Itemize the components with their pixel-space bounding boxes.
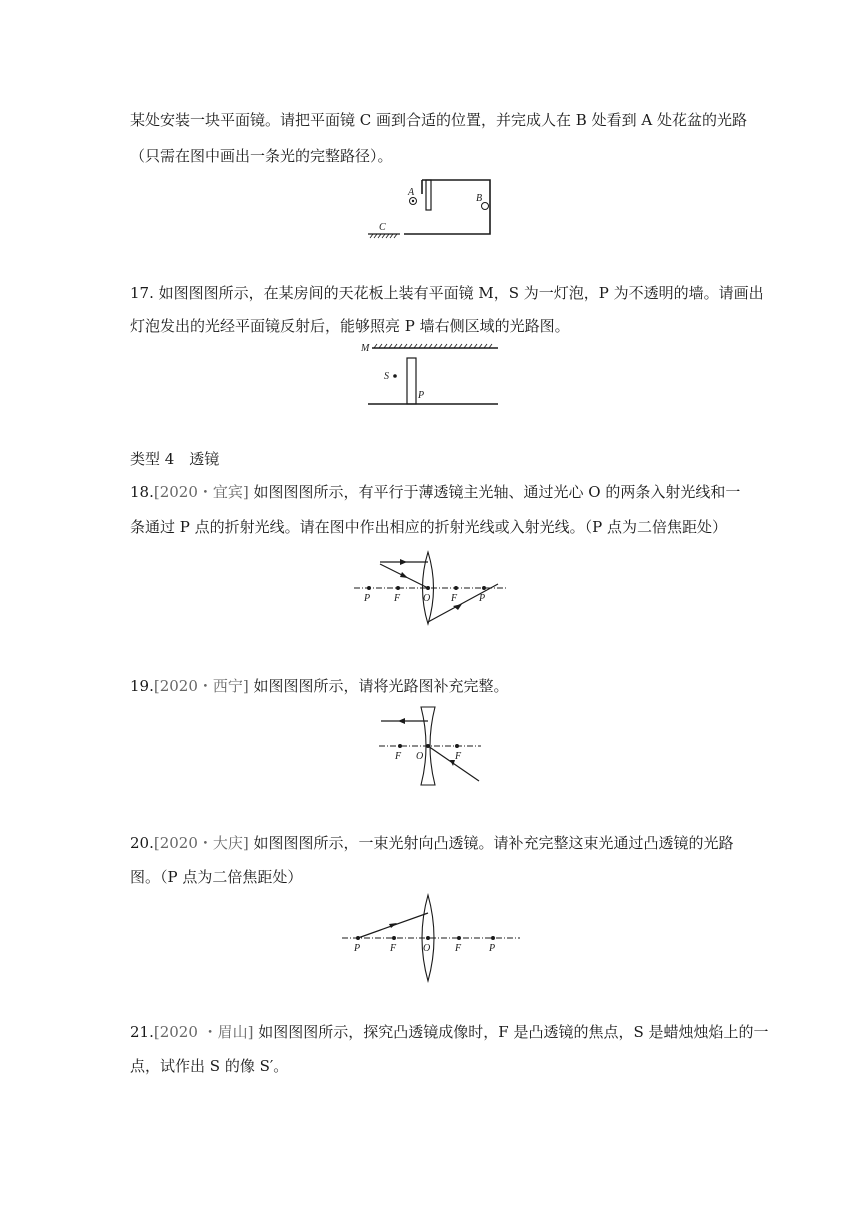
q19-number: 19.: [130, 677, 154, 695]
q16-label-b: B: [476, 193, 483, 204]
q17-label-m: M: [361, 343, 370, 354]
q19-text: [130, 676, 735, 696]
q18-label-f-left: F: [394, 593, 401, 604]
q20-label-f-right: F: [455, 943, 462, 954]
q18-figure: [350, 550, 510, 630]
q20-label-p-right: P: [489, 943, 496, 954]
q18-stem: 如图图图所示，有平行于薄透镜主光轴、通过光心 O 的两条入射光线和一: [253, 483, 741, 501]
q16-text-line1: 某处安装一块平面镜。请把平面镜 C 画到合适的位置，并完成人在 B 处看到 A 处花盆的光路: [130, 111, 747, 129]
q20-text-line2: 图。（P 点为二倍焦距处）: [130, 868, 303, 886]
q20-label-o: O: [423, 943, 431, 954]
q20-number: 20.: [130, 834, 154, 852]
q17-text-line2: 灯泡发出的光经平面镜反射后，能够照亮 P 墙右侧区域的光路图。: [130, 317, 570, 335]
q21-text-line1: [130, 1022, 769, 1042]
q16-label-c: C: [379, 222, 386, 233]
section-heading: 类型 4 透镜: [130, 450, 220, 468]
q20-label-p-left: P: [354, 943, 361, 954]
q17-figure: [358, 336, 503, 411]
q20-source: [2020・大庆]: [153, 834, 249, 852]
q16-label-a: A: [408, 187, 415, 198]
q17-label-p: P: [418, 390, 425, 401]
q16-text-line2: （只需在图中画出一条光的完整路径）。: [130, 147, 393, 165]
q18-label-f-right: F: [451, 593, 458, 604]
q17-text-line1: 17. 如图图图所示，在某房间的天花板上装有平面镜 M，S 为一灯泡，P 为不透明的墙。请画出: [130, 284, 764, 302]
q19-stem: 如图图图所示，请将光路图补充完整。: [253, 677, 509, 695]
q21-number: 21.: [130, 1023, 154, 1041]
q18-text-line2: 条通过 P 点的折射光线。请在图中作出相应的折射光线或入射光线。（P 点为二倍焦距处）: [130, 518, 727, 536]
q20-text-line1: [130, 833, 735, 853]
q18-label-o: O: [423, 593, 431, 604]
q18-label-p-left: P: [364, 593, 371, 604]
q19-label-o: O: [416, 751, 424, 762]
q17-label-s: S: [384, 371, 389, 382]
q20-figure: [338, 893, 523, 983]
q21-text-line2: 点，试作出 S 的像 S′。: [130, 1057, 289, 1075]
q19-figure: [375, 705, 485, 790]
q19-label-f-left: F: [395, 751, 402, 762]
q20-label-f-left: F: [390, 943, 397, 954]
q16-figure: [360, 170, 500, 250]
q20-stem: 如图图图所示，一束光射向凸透镜。请补充完整这束光通过凸透镜的光路: [253, 834, 734, 852]
q18-source: [2020・宜宾]: [153, 483, 249, 501]
q19-label-f-right: F: [455, 751, 462, 762]
q21-stem: 如图图图所示，探究凸透镜成像时，F 是凸透镜的焦点，S 是蜡烛烛焰上的一: [258, 1023, 769, 1041]
q19-source: [2020・西宁]: [153, 677, 249, 695]
q18-label-p-right: P: [479, 593, 486, 604]
q18-text-line1: [130, 482, 741, 502]
q18-number: 18.: [130, 483, 154, 501]
q21-source: [2020 ・眉山]: [153, 1023, 254, 1041]
